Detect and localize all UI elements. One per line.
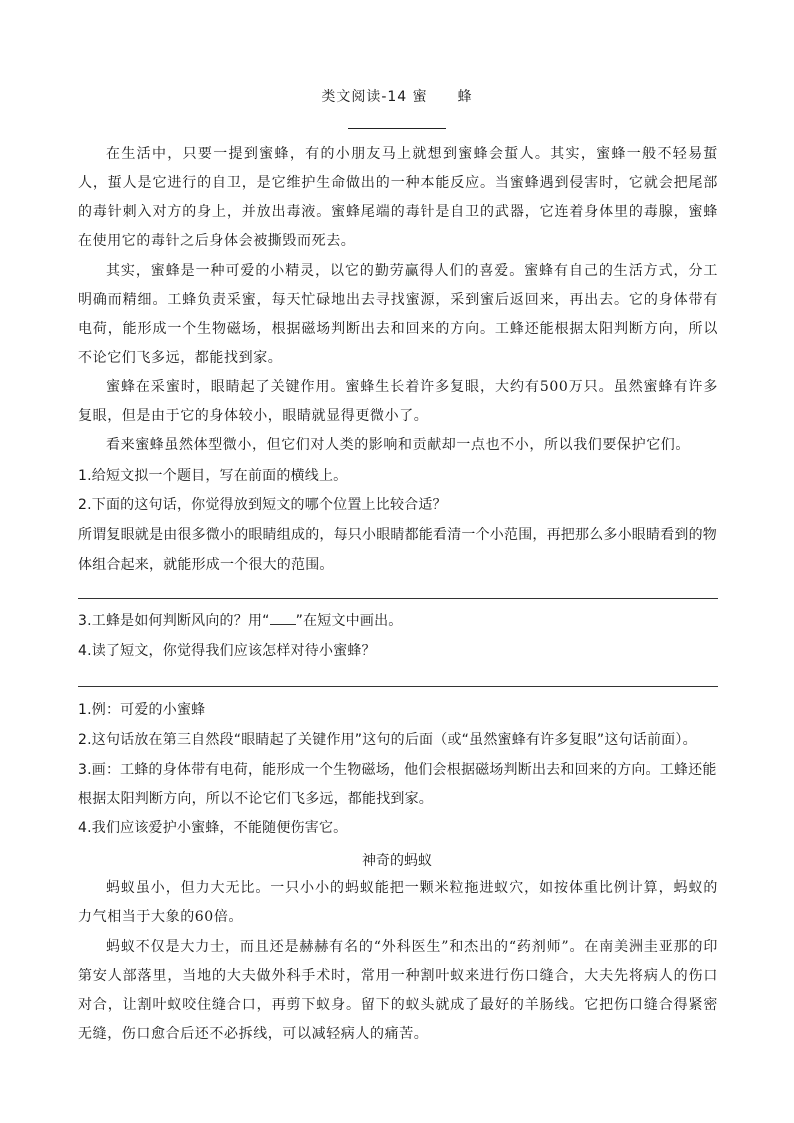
title-part-2: 蜂: [457, 89, 473, 105]
answer-1: 1.例：可爱的小蜜蜂: [78, 702, 206, 718]
title-answer-line: [348, 128, 446, 129]
title-part-1: 类文阅读-14 蜜: [321, 89, 428, 105]
second-passage-paragraph-1: 蚂蚁虽小，但力大无比。一只小小的蚂蚁能把一颗米粒拖进蚁穴，如按体重比例计算，蚂蚁的力气相当于大象的60倍。: [78, 880, 718, 925]
passage-paragraph-1: 在生活中，只要一提到蜜蜂，有的小朋友马上就想到蜜蜂会蜇人。其实，蜜蜂一般不轻易蜇人，蜇人是它进行的自卫，是它维护生命做出的一种本能反应。当蜜蜂遇到侵害时，它就会把尾部的毒针刺入对方的身上，并放出毒液。蜜蜂尾端的毒针是自卫的武器，它连着身体里的毒腺，蜜蜂在使用它的毒针之后身体会被撕毁而死去。: [78, 146, 718, 249]
passage-paragraph-2: 其实，蜜蜂是一种可爱的小精灵，以它的勤劳赢得人们的喜爱。蜜蜂有自己的生活方式，分工明确而精细。工蜂负责采蜜，每天忙碌地出去寻找蜜源，采到蜜后返回来，再出去。它的身体带有电荷，能形成一个生物磁场，根据磁场判断出去和回来的方向。工蜂还能根据太阳判断方向，所以不论它们飞多远，都能找到家。: [78, 263, 718, 366]
passage-paragraph-4: 看来蜜蜂虽然体型微小，但它们对人类的影响和贡献却一点也不小，所以我们要保护它们。: [106, 437, 690, 453]
answer-line-q2: [78, 598, 718, 599]
answer-line-q4: [78, 686, 718, 687]
question-2: 2.下面的这句话，你觉得放到短文的哪个位置上比较合适？: [78, 497, 447, 513]
question-3: [78, 607, 718, 635]
question-2-sentence: 所谓复眼就是由很多微小的眼睛组成的，每只小眼睛都能看清一个小范围，再把那么多小眼睛看到的物体组合起来，就能形成一个很大的范围。: [78, 527, 717, 573]
passage-paragraph-3: 蜜蜂在采蜜时，眼睛起了关键作用。蜜蜂生长着许多复眼，大约有500万只。虽然蜜蜂有许多复眼，但是由于它的身体较小，眼睛就显得更微小了。: [78, 379, 718, 424]
underline-mark: [270, 612, 296, 625]
question-1: 1.给短文拟一个题目，写在前面的横线上。: [78, 468, 348, 484]
second-passage-paragraph-2: 蚂蚁不仅是大力士，而且还是赫赫有名的“外科医生”和杰出的“药剂师”。在南美洲圭亚那的印第安人部落里，当地的大夫做外科手术时，常用一种割叶蚁来进行伤口缝合，大夫先将病人的伤口对合，让割叶蚁咬住缝合口，再剪下蚁身。留下的蚁头就成了最好的羊肠线。它把伤口缝合得紧密无缝，伤口愈合后还不必拆线，可以减轻病人的痛苦。: [78, 939, 718, 1042]
answer-4: 4.我们应该爱护小蜜蜂，不能随便伤害它。: [78, 820, 348, 836]
second-passage-title: 神奇的蚂蚁: [362, 853, 432, 869]
question-4: 4.读了短文，你觉得我们应该怎样对待小蜜蜂？: [78, 643, 376, 659]
answer-3: 3.画：工蜂的身体带有电荷，能形成一个生物磁场，他们会根据磁场判断出去和回来的方向。工蜂还能根据太阳判断方向，所以不论它们飞多远，都能找到家。: [78, 762, 717, 807]
page-title: [0, 86, 794, 106]
question-3-text-b: ”在短文中画出。: [295, 613, 403, 629]
question-3-text-a: 3.工蜂是如何判断风向的？用“: [78, 613, 270, 629]
answer-2: 2.这句话放在第三自然段“眼睛起了关键作用”这句的后面（或“虽然蜜蜂有许多复眼”这句话前面）。: [78, 732, 697, 748]
